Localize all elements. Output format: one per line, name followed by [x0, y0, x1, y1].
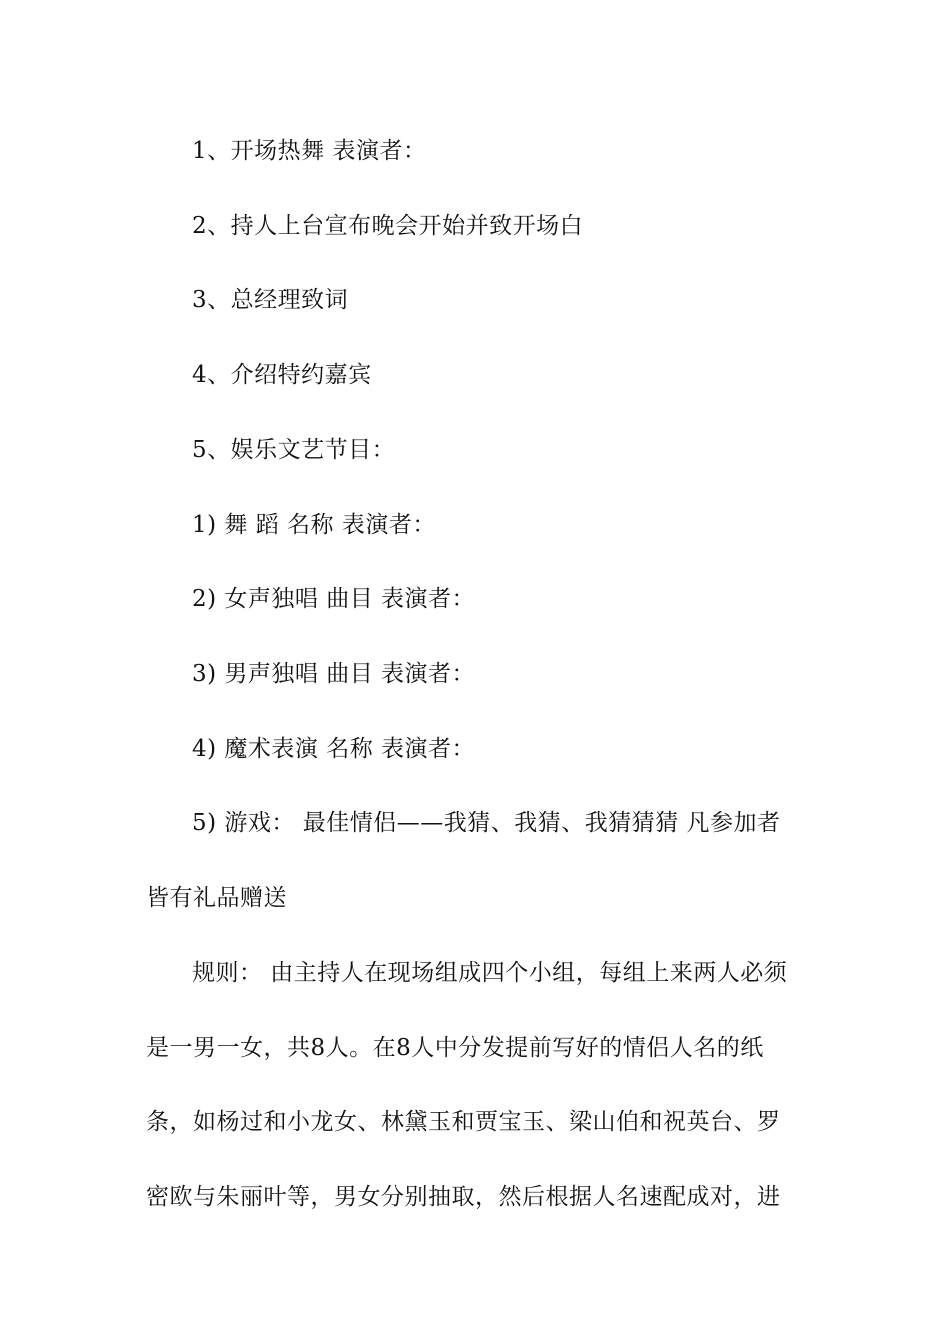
- rules-paragraph-line-1: 规则： 由主持人在现场组成四个小组，每组上来两人必须: [192, 960, 788, 986]
- program-item-3: 3、总经理致词: [192, 287, 349, 313]
- sub-item-2: 2) 女声独唱 曲目 表演者：: [192, 586, 476, 612]
- program-item-1: 1、开场热舞 表演者：: [192, 138, 427, 164]
- sub-item-4: 4) 魔术表演 名称 表演者：: [192, 736, 476, 762]
- program-item-4: 4、介绍特约嘉宾: [192, 362, 372, 388]
- rules-paragraph-line-3: 条，如杨过和小龙女、林黛玉和贾宝玉、梁山伯和祝英台、罗: [146, 1109, 781, 1135]
- sub-item-3: 3) 男声独唱 曲目 表演者：: [192, 661, 476, 687]
- rules-paragraph-line-4: 密欧与朱丽叶等，男女分别抽取，然后根据人名速配成对，进: [146, 1184, 781, 1210]
- sub-item-5-continued: 皆有礼品赠送: [146, 885, 287, 911]
- sub-item-5: 5) 游戏： 最佳情侣——我猜、我猜、我猜猜猜 凡参加者: [192, 810, 781, 836]
- sub-item-1: 1) 舞 蹈 名称 表演者：: [192, 512, 436, 538]
- program-item-2: 2、持人上台宣布晚会开始并致开场白: [192, 213, 584, 239]
- program-item-5: 5、娱乐文艺节目：: [192, 437, 396, 463]
- rules-paragraph-line-2: 是一男一女，共8人。在8人中分发提前写好的情侣人名的纸: [146, 1035, 764, 1061]
